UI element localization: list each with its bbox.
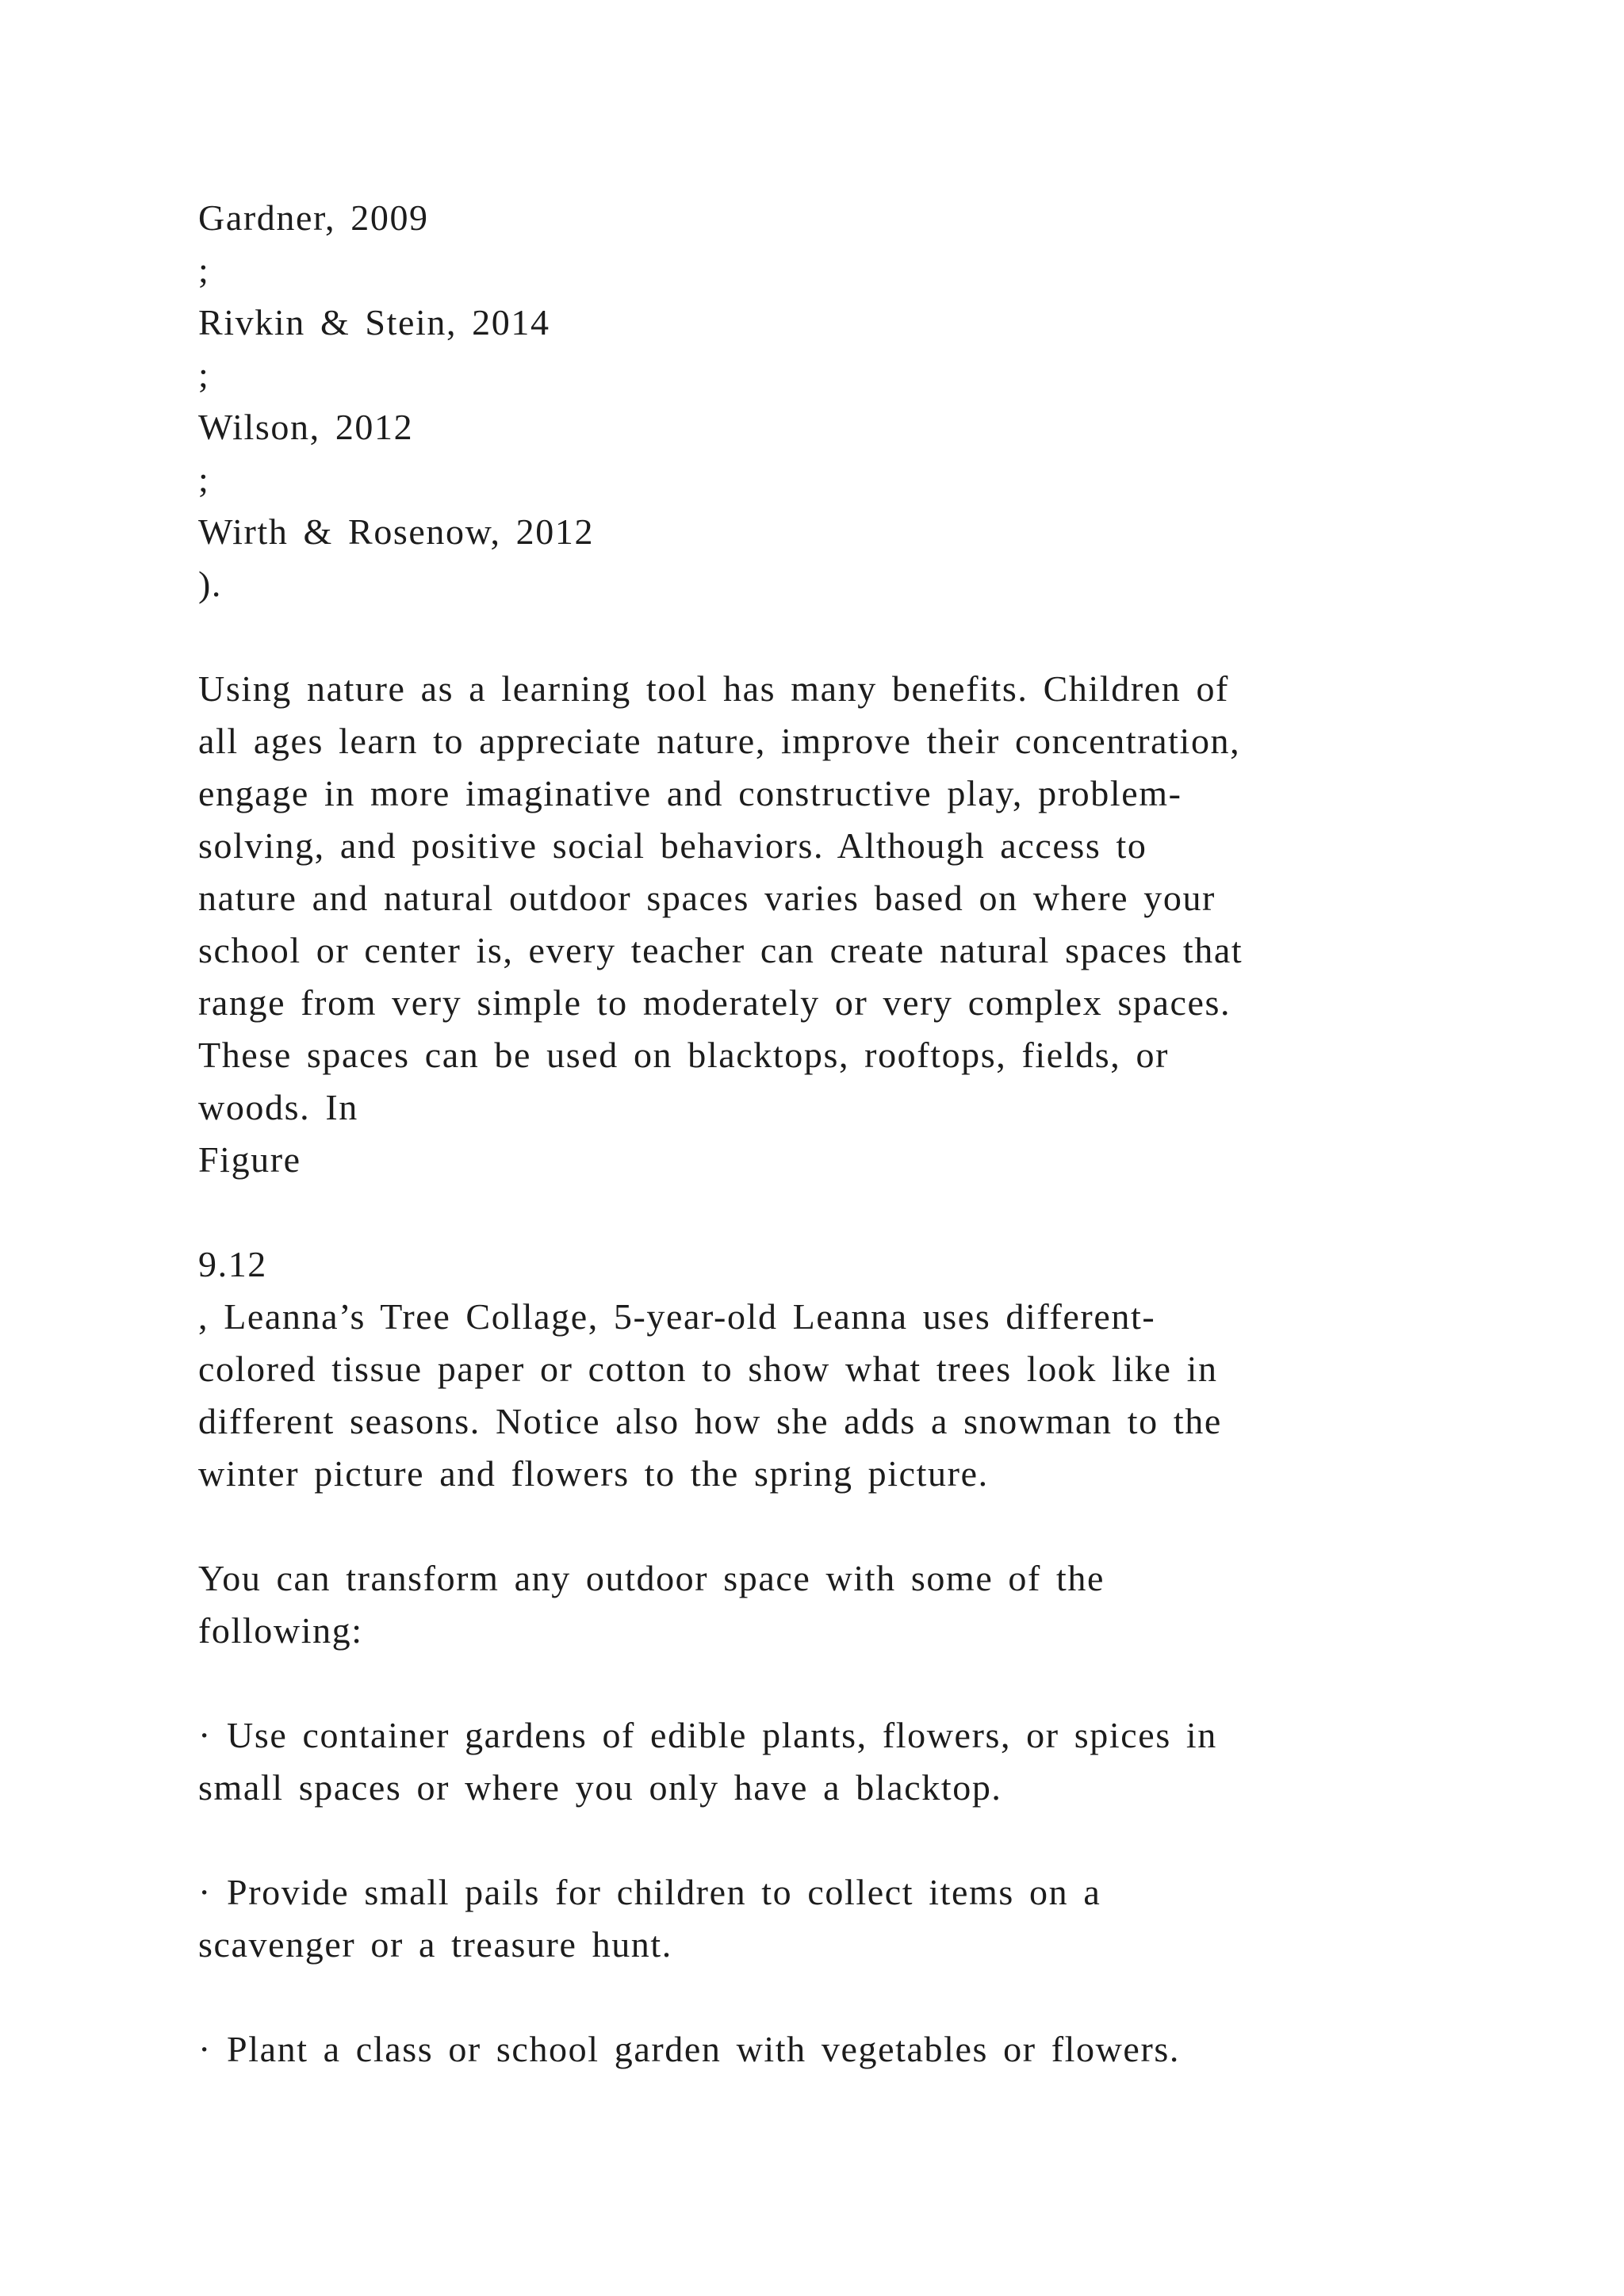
paragraph-line: range from very simple to moderately or very complex spaces. bbox=[198, 982, 1231, 1023]
paragraph-gap bbox=[198, 1500, 1435, 1552]
paragraph-line: colored tissue paper or cotton to show what trees look like in bbox=[198, 1349, 1218, 1389]
citation-line: Rivkin & Stein, 2014 bbox=[198, 302, 550, 342]
paragraph-line: solving, and positive social behaviors. Although access to bbox=[198, 825, 1147, 866]
citation-list bbox=[198, 192, 1435, 610]
paragraph-line: Using nature as a learning tool has many benefits. Children of bbox=[198, 668, 1229, 709]
paragraph-nature-benefits bbox=[198, 663, 1435, 1186]
paragraph-line: school or center is, every teacher can create natural spaces that bbox=[198, 930, 1243, 970]
paragraph-gap bbox=[198, 1971, 1435, 2023]
citation-separator: ; bbox=[198, 250, 210, 290]
paragraph-line: You can transform any outdoor space with some of the bbox=[198, 1558, 1105, 1598]
citation-close: ). bbox=[198, 564, 223, 604]
paragraph-gap bbox=[198, 1657, 1435, 1709]
paragraph-line: following: bbox=[198, 1610, 363, 1651]
figure-number: 9.12 bbox=[198, 1244, 267, 1284]
citation-line: Wilson, 2012 bbox=[198, 407, 414, 447]
paragraph-line: These spaces can be used on blacktops, rooftops, fields, or bbox=[198, 1035, 1169, 1075]
paragraph-line: different seasons. Notice also how she adds a snowman to the bbox=[198, 1401, 1222, 1441]
paragraph-line: winter picture and flowers to the spring picture. bbox=[198, 1453, 989, 1494]
paragraph-line: nature and natural outdoor spaces varies based on where your bbox=[198, 878, 1216, 918]
bullet-line: small spaces or where you only have a blacktop. bbox=[198, 1767, 1002, 1808]
citation-line: Gardner, 2009 bbox=[198, 197, 429, 238]
paragraph-line: woods. In bbox=[198, 1087, 358, 1127]
bullet-line: · Provide small pails for children to collect items on a bbox=[198, 1872, 1101, 1912]
bullet-container-gardens bbox=[198, 1709, 1435, 1814]
citation-separator: ; bbox=[198, 459, 210, 499]
paragraph-gap bbox=[198, 1186, 1435, 1238]
citation-separator: ; bbox=[198, 354, 210, 395]
paragraph-tree-collage bbox=[198, 1291, 1435, 1500]
document-body bbox=[198, 192, 1435, 2076]
paragraph-line: engage in more imaginative and constructive play, problem- bbox=[198, 773, 1182, 813]
figure-label: Figure bbox=[198, 1139, 301, 1180]
paragraph-line: all ages learn to appreciate nature, improve their concentration, bbox=[198, 721, 1241, 761]
paragraph-line: , Leanna’s Tree Collage, 5-year-old Leanna uses different- bbox=[198, 1296, 1156, 1337]
bullet-small-pails bbox=[198, 1866, 1435, 1971]
bullet-line: scavenger or a treasure hunt. bbox=[198, 1924, 672, 1965]
paragraph-gap bbox=[198, 610, 1435, 663]
citation-line: Wirth & Rosenow, 2012 bbox=[198, 511, 595, 552]
paragraph-transform-intro bbox=[198, 1552, 1435, 1657]
paragraph-gap bbox=[198, 1814, 1435, 1866]
bullet-line: · Plant a class or school garden with vegetables or flowers. bbox=[198, 2029, 1180, 2069]
bullet-line: · Use container gardens of edible plants, flowers, or spices in bbox=[198, 1715, 1217, 1755]
bullet-school-garden bbox=[198, 2023, 1435, 2076]
